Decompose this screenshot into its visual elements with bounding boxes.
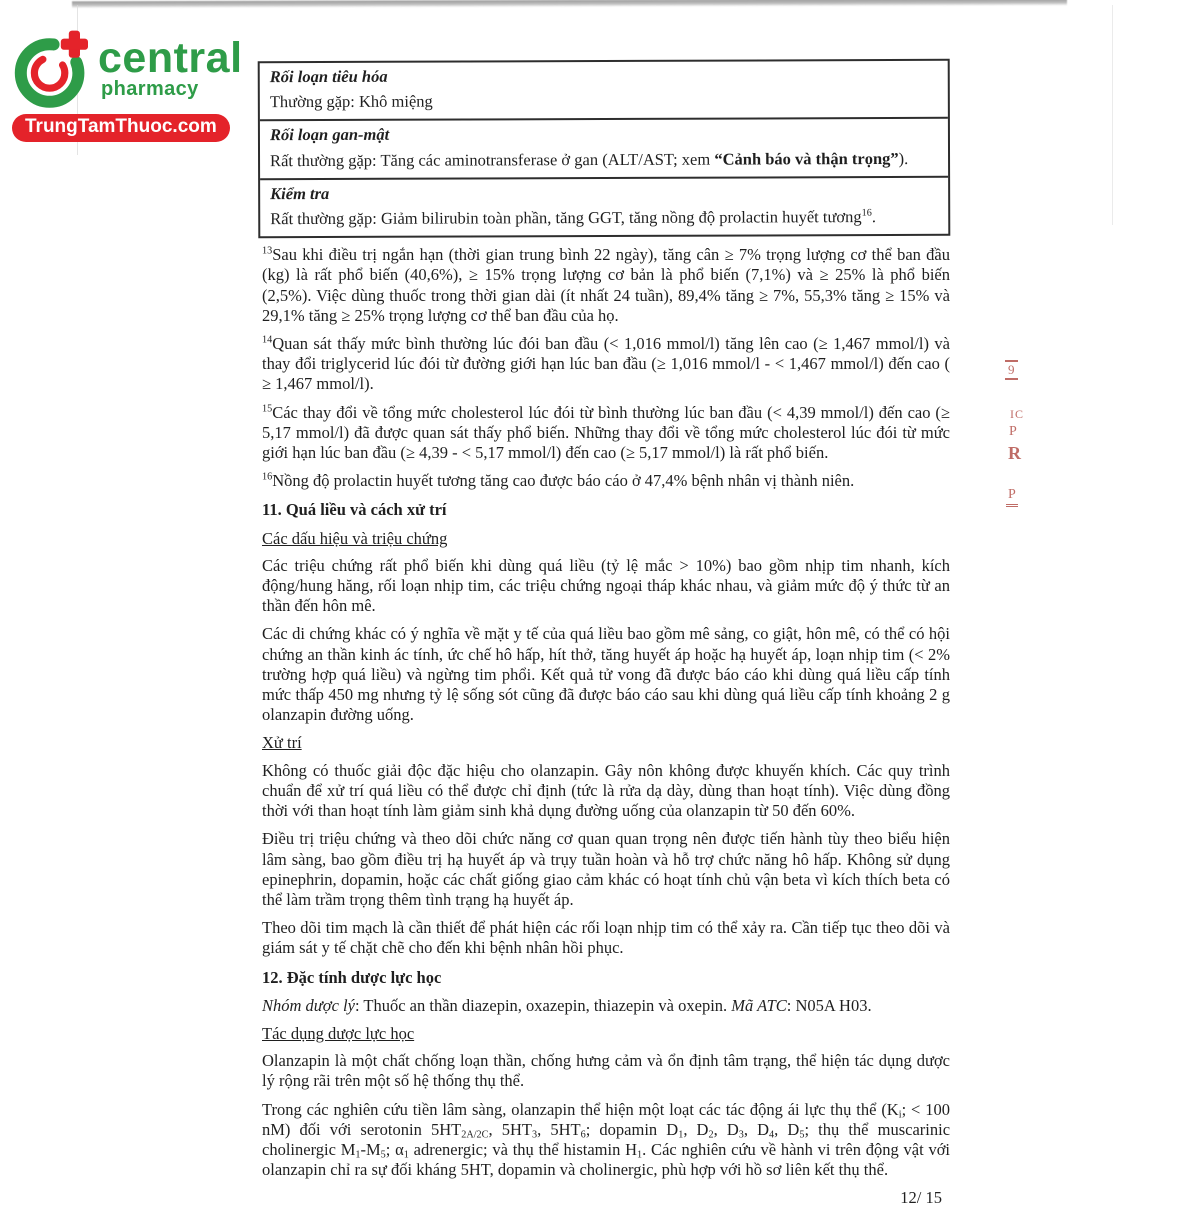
pharmacodynamics-intro-paragraph: Olanzapin là một chất chống loạn thần, chống hưng cảm và ổn định tâm trạng, thể hiện tác dụng dược lý rộng rãi trên một số hệ thống thụ thể. [262,1051,950,1091]
table-row-content: Thường gặp: Khô miệng [269,91,433,112]
footnote-13: $^{13}$Sau khi điều trị ngắn hạn (thời gian trung bình 22 ngày), tăng cân ≥ 7% trọng lượng cơ thể ban đầu (kg) là rất phổ biến (40,6%), ≥ 15% trọng lượng cơ bản là phổ biến (7,1%) và ≥ 25% là phổ biến (2,5%). Việc dùng thuốc trong thời gian dài (ít nhất 24 tuần), 89,4% tăng ≥ 7%, 55,3% tăng ≥ 15% và 29,1% tăng ≥ 25% trọng lượng cơ thể ban đầu của họ. [262,245,950,325]
receptor-affinity-paragraph: Trong các nghiên cứu tiền lâm sàng, olanzapin thể hiện một loạt các tác động ái lực thụ thể ($K_i$; < 100 nM) đối với serotonin $5HT_{2A/2C}$, $5HT_3$, $5HT_6$; dopamin $D_1$, $D_2$, $D_3$, $D_4$, $D_5$; thụ thể muscarinic cholinergic $M_1-M_5$; $\alpha_1$ adrenergic; và thụ thể histamin $H_1$. Các nghiên cứu về hành vi trên động vật với olanzapin chỉ ra sự đối kháng 5HT, dopamin và cholinergic, phù hợp với hồ sơ liên kết thụ thể. [262,1099,951,1180]
brand-name: central [98,34,243,82]
overdose-symptoms-paragraph: Các triệu chứng rất phổ biến khi dùng quá liều (tỷ lệ mắc > 10%) bao gồm nhịp tim nhanh, kích động/hung hăng, rối loạn nhịp tim, các triệu chứng ngoại tháp khác nhau, và giảm mức độ ý thức từ an thần đến hôn mê. [262,555,950,616]
treatment-subheading: Xử trí [262,733,302,753]
table-row-content: Rất thường gặp: Tăng các aminotransferase ở gan (ALT/AST; xem “Cảnh báo và thận trọng”). [270,148,909,170]
footnote-14: $^{14}$Quan sát thấy mức bình thường lúc đói ban đầu (< 1,016 mmol/l) tăng lên cao (≥ 1,467 mmol/l) và thay đổi triglycerid lúc đói từ đường giới hạn lúc ban đầu (≥ 1,016 mmol/l - < 1,467 mmol/l) đến cao ( ≥ 1,467 mmol/l). [262,334,950,394]
cardiac-monitoring-paragraph: Theo dõi tim mạch là cần thiết để phát hiện các rối loạn nhịp tim có thể xảy ra. Cần tiếp tục theo dõi và giám sát y tế chặt chẽ cho đến khi bệnh nhân hồi phục. [262,918,950,958]
site-badge: TrungTamThuoc.com [12,114,230,142]
section-11-heading: 11. Quá liều và cách xử trí [262,500,447,520]
table-row [260,117,948,178]
table-row-title: Kiểm tra [270,183,330,203]
adverse-reactions-table [258,59,951,239]
stamp-fragment: 9 [1005,360,1018,380]
signs-symptoms-subheading: Các dấu hiệu và triệu chứng [262,528,448,548]
section-12-heading: 12. Đặc tính dược lực học [262,967,442,987]
footnote-15: $^{15}$Các thay đổi về tổng mức cholesterol lúc đói từ bình thường lúc ban đầu (< 4,39 mmol/l) đến cao (≥ 5,17 mmol/l) đã được quan sát thấy phổ biến. Những thay đổi về tổng mức cholesterol lúc đói từ mức giới hạn lúc ban đầu (≥ 4,39 - < 5,17 mmol/l) đến cao (≥ 5,17 mmol/l) là rất phổ biến. [262,402,950,463]
table-row-title: Rối loạn gan-mật [269,125,390,145]
table-row-content: Rất thường gặp: Giảm bilirubin toàn phần, tăng GGT, tăng nồng độ prolactin huyết tương$^{16}$. [270,207,876,229]
central-pharmacy-logo [12,28,243,137]
leaflet-page [262,60,950,1209]
stamp-fragment: R [1008,443,1021,463]
stamp-fragment: IC [1010,407,1024,421]
pharmacodynamics-subheading: Tác dụng dược lực học [262,1023,415,1043]
table-row-title: Rối loạn tiêu hóa [269,66,388,87]
table-row [260,61,948,120]
scan-top-edge [72,0,1067,8]
overdose-sequelae-paragraph: Các di chứng khác có ý nghĩa về mặt y tế của quá liều bao gồm mê sảng, co giật, hôn mê, có thể có hội chứng an thần kinh ác tính, ức chế hô hấp, hít thở, tăng huyết áp hoặc hạ huyết áp, loạn nhịp tim (< 2% trường hợp quá liều) và ngừng tim phổi. Kết quả tử vong đã được báo cáo khi dùng quá liều cấp tính mức thấp 450 mg nhưng tỷ lệ sống sót cũng đã được báo cáo sau khi dùng quá liều cấp tính khoảng 2 g olanzapin đường uống. [262,624,950,725]
drug-class-line: Nhóm dược lý: Thuốc an thần diazepin, oxazepin, thiazepin và oxepin. Mã ATC: N05A H03. [262,995,872,1015]
treatment-symptomatic-paragraph: Điều trị triệu chứng và theo dõi chức năng cơ quan quan trọng nên được tiến hành tùy theo biểu hiện lâm sàng, bao gồm điều trị hạ huyết áp và trụy tuần hoàn và hỗ trợ chức năng hô hấp. Không sử dụng epinephrin, dopamin, hoặc các chất giống giao cảm khác có hoạt tính chủ vận beta vì kích thích beta có thể làm trầm trọng thêm tình trạng hạ huyết áp. [262,829,950,909]
scan-page-right-edge [1112,5,1113,225]
footnote-16: $^{16}$Nồng độ prolactin huyết tương tăng cao được báo cáo ở 47,4% bệnh nhân vị thành niên. [262,471,855,491]
brand-subtitle: pharmacy [101,78,199,100]
central-pharmacy-c-plus-icon [12,28,92,110]
treatment-antidote-paragraph: Không có thuốc giải độc đặc hiệu cho olanzapin. Gây nôn không được khuyến khích. Các quy trình chuẩn để xử trí quá liều có thể được chỉ định (tức là rửa dạ dày, dùng than hoạt tính). Việc dùng đồng thời với than hoạt tính làm giảm sinh khả dụng đường uống của olanzapin từ 50 đến 60%. [262,760,950,821]
table-row [260,176,948,237]
page-number: 12/ 15 [900,1188,942,1208]
stamp-fragment: P [1006,487,1018,507]
stamp-fragment: P [1009,424,1017,439]
